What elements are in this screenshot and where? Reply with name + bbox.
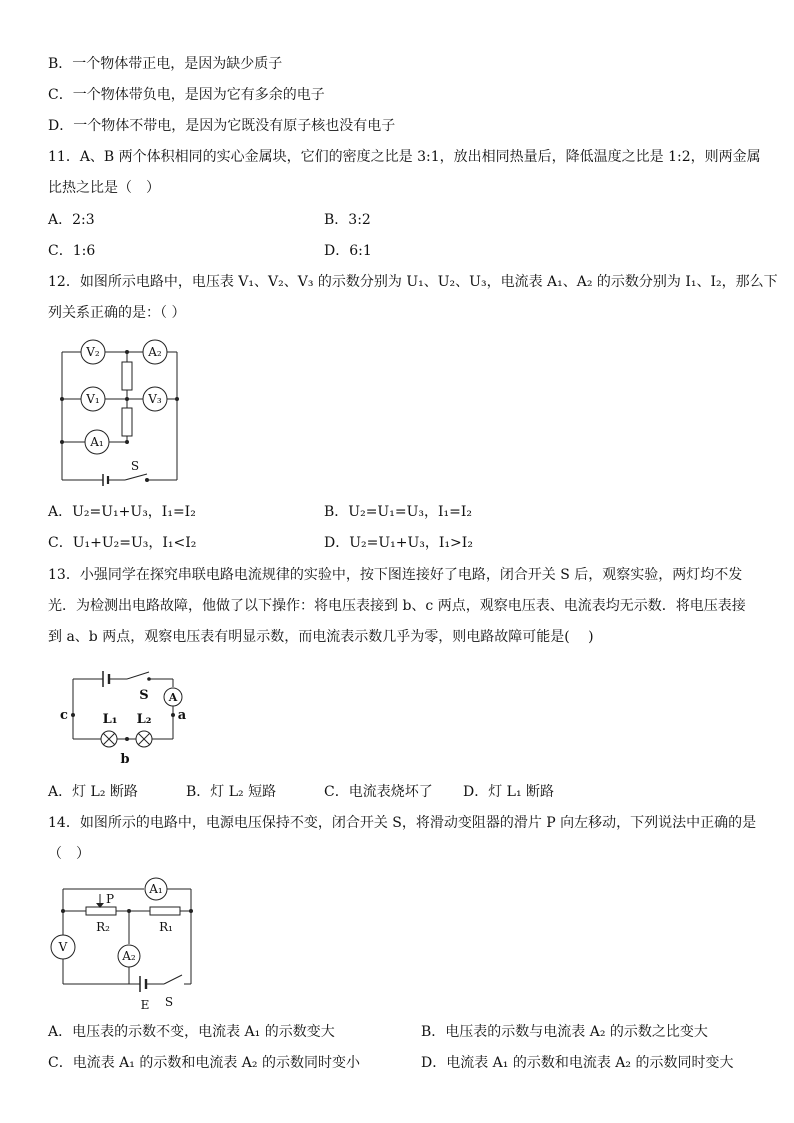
q14-a1-label: A₁ — [149, 882, 163, 896]
q14-option-a: A．电压表的示数不变，电流表 A₁ 的示数变大 — [48, 1024, 335, 1040]
q13-ammeter-label: A — [168, 691, 178, 704]
q12-stem-line1: 12．如图所示电路中，电压表 V₁、V₂、V₃ 的示数分别为 U₁、U₂、U₃，电流表 A₁、A₂ 的示数分别为 I₁、I₂，那么下 — [48, 274, 778, 290]
q13-stem-line3: 到 a、b 两点，观察电压表有明显示数，而电流表示数几乎为零，则电路故障可能是( ) — [48, 629, 594, 645]
q11-option-d: D．6:1 — [324, 243, 372, 259]
q14-option-c: C．电流表 A₁ 的示数和电流表 A₂ 的示数同时变小 — [48, 1055, 360, 1071]
q12-option-a: A．U₂=U₁+U₃，I₁=I₂ — [48, 504, 196, 520]
q13-stem-line2: 光．为检测出电路故障，他做了以下操作：将电压表接到 b、c 两点，观察电压表、电流表均无示数．将电压表接 — [48, 598, 746, 614]
q10-option-c: C．一个物体带负电，是因为它有多余的电子 — [48, 87, 325, 103]
q10-option-d: D．一个物体不带电，是因为它既没有原子核也没有电子 — [48, 118, 396, 134]
q12-v1-label: V₁ — [86, 392, 100, 406]
q14-slider-label: P — [105, 892, 115, 906]
q14-circuit-diagram — [48, 876, 198, 1016]
q12-a2-label: A₂ — [148, 345, 162, 359]
q12-option-c: C．U₁+U₂=U₃，I₁<I₂ — [48, 535, 197, 551]
q13-option-b: B．灯 L₂ 短路 — [186, 784, 277, 800]
q13-l1-label: L₁ — [102, 712, 118, 727]
q13-option-a: A．灯 L₂ 断路 — [48, 784, 138, 800]
q12-option-d: D．U₂=U₁+U₃，I₁>I₂ — [324, 535, 473, 551]
q14-r2-label: R₂ — [96, 920, 110, 934]
q11-option-b: B．3:2 — [324, 212, 371, 228]
q12-v2-label: V₂ — [86, 345, 100, 359]
q11-stem-line1: 11．A、B 两个体积相同的实心金属块，它们的密度之比是 3:1，放出相同热量后，降低温度之比是 1:2，则两金属 — [48, 149, 761, 165]
q13-point-a-label: a — [177, 708, 187, 723]
q12-circuit-diagram — [55, 338, 185, 484]
q14-switch-label: S — [164, 995, 174, 1009]
q14-option-b: B．电压表的示数与电流表 A₂ 的示数之比变大 — [421, 1024, 708, 1040]
q13-option-c: C．电流表烧坏了 — [324, 784, 433, 800]
q11-option-c: C．1:6 — [48, 243, 96, 259]
q12-v3-label: V₃ — [148, 392, 162, 406]
q13-circuit-diagram — [55, 665, 205, 770]
q12-stem-line2: 列关系正确的是：（ ） — [48, 305, 186, 321]
q13-stem-line1: 13．小强同学在探究串联电路电流规律的实验中，按下图连接好了电路，闭合开关 S 后，观察实验，两灯均不发 — [48, 567, 743, 583]
q14-stem-line2: （ ） — [48, 846, 90, 862]
q12-switch-label: S — [130, 459, 140, 473]
q14-stem-line1: 14．如图所示的电路中，电源电压保持不变，闭合开关 S，将滑动变阻器的滑片 P 向左移动，下列说法中正确的是 — [48, 815, 757, 831]
q13-switch-label: S — [139, 688, 149, 703]
q10-option-b: B．一个物体带正电，是因为缺少质子 — [48, 56, 283, 72]
q13-option-d: D．灯 L₁ 断路 — [463, 784, 555, 800]
q13-point-c-label: c — [60, 708, 68, 723]
q11-option-a: A．2:3 — [48, 212, 95, 228]
q13-l2-label: L₂ — [136, 712, 152, 727]
q13-point-b-label: b — [120, 752, 130, 767]
q14-option-d: D．电流表 A₁ 的示数和电流表 A₂ 的示数同时变大 — [421, 1055, 734, 1071]
q11-stem-line2: 比热之比是（ ） — [48, 180, 160, 196]
q12-a1-label: A₁ — [90, 435, 104, 449]
q14-voltmeter-label: V — [58, 940, 68, 954]
q14-a2-label: A₂ — [122, 949, 136, 963]
q12-option-b: B．U₂=U₁=U₃，I₁=I₂ — [324, 504, 472, 520]
q14-source-label: E — [140, 998, 150, 1012]
q14-r1-label: R₁ — [159, 920, 173, 934]
